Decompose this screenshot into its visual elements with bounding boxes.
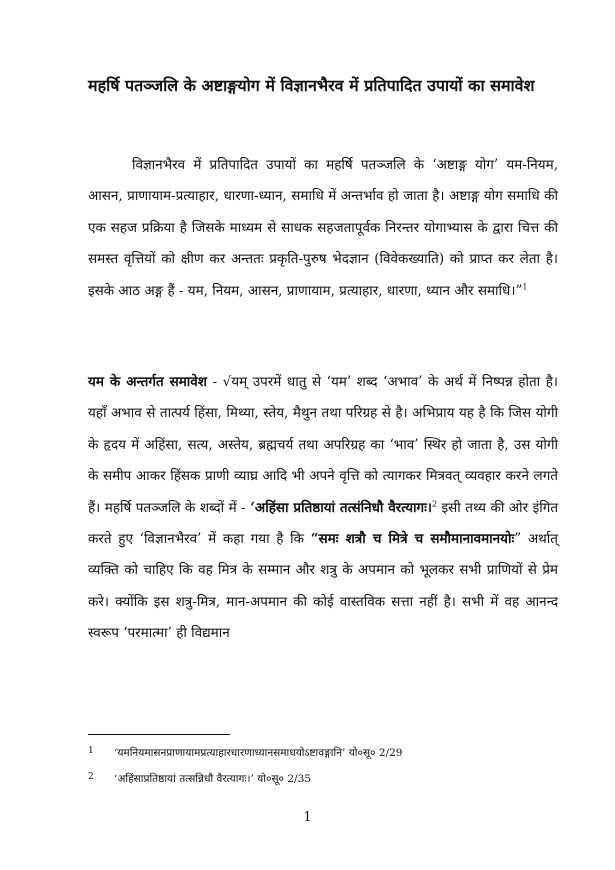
paragraph-ashtanga-intro [88,150,558,307]
footnote-ref-1[interactable]: 1 [522,282,528,292]
footnote-text: ‘यमनियमासनप्राणायामप्रत्याहारधारणाध्यानसमाधयोऽष्टावङ्गानि’ यो०सू० 2/29 [114,747,403,759]
paragraph-text-a: - √यम् उपरमें धातु से ‘यम’ शब्द ‘अभाव’ के अर्थ में निष्पन्न होता है। यहाँ अभाव से तात्पर्य हिंसा, मिथ्या, स्तेय, मैथुन तथा परिग्रह से है। अभिप्राय यह है कि जिस योगी के हृदय में अहिंसा, सत्य, अस्तेय, ब्रह्मचर्य तथा अपरिग्रह का ‘भाव’ स्थिर हो जाता है, उस योगी के समीप आकर हिंसक प्राणी व्याघ्र आदि भी अपने वृत्ति को त्यागकर मित्रवत् व्यवहार करने लगते हैं। महर्षि पतञ्जलि के शब्दों में - [88,374,558,516]
footnote-divider [88,734,230,735]
page-number: 1 [303,810,312,825]
page-heading: महर्षि पतञ्जलि के अष्टाङ्गयोग में विज्ञानभैरव में प्रतिपादित उपायों का समावेश [88,76,535,95]
footnote-mark: 1 [88,746,94,756]
section-lead: यम के अन्तर्गत समावेश [88,374,207,390]
footnote-2 [88,768,558,788]
paragraph-text: विज्ञानभैरव में प्रतिपादित उपायों का महर्षि पतञ्जलि के ‘अष्टाङ्ग योग’ यम-नियम, आसन, प्राणायाम-प्रत्याहार, धारणा-ध्यान, समाधि में अन्तर्भाव हो जाता है। अष्टाङ्ग योग समाधि की एक सहज प्रक्रिया है जिसके माध्यम से साधक सहजतापूर्वक निरन्तर योगाभ्यास के द्वारा चित्त की समस्त वृत्तियों को क्षीण कर अन्ततः प्रकृति-पुरुष भेदज्ञान (विवेकख्याति) को प्राप्त कर लेता है। इसके आठ अङ्ग हैं - यम, नियम, आसन, प्राणायाम, प्रत्याहार, धारणा, ध्यान और समाधि।” [88,157,558,299]
footnote-mark: 2 [88,772,94,782]
paragraph-text-b: इसी तथ्य की ओर इंगित करते हुए ‘विज्ञानभैरव’ में कहा गया है कि [88,499,559,548]
paragraph-yama [88,367,558,650]
vijnanabhairava-quote: “समः शत्रौ च मित्रे च समौमानावमानयोः [310,531,515,548]
paragraph-text-c: ” अर्थात् व्यक्ति को चाहिए कि वह मित्र के सम्मान और शत्रु के अपमान को भूलकर सभी प्राणियों से प्रेम करे। क्योंकि इस शत्रु-मित्र, मान-अपमान की कोई वास्तविक सत्ता नहीं है। सभी में वह आनन्द स्वरूप ‘परमात्मा’ ही विद्यमान [88,531,558,642]
footnote-1 [88,742,558,762]
footnote-ref-2[interactable]: 2 [431,499,438,509]
yoga-sutra-quote: ‘अहिंसा प्रतिष्ठायां तत्संनिधौ वैरत्यागः। [250,499,432,516]
footnote-text: ‘अहिंसाप्रतिष्ठायां तत्सन्निधौ वैरत्यागः।’ यो०सू० 2/35 [114,773,311,785]
